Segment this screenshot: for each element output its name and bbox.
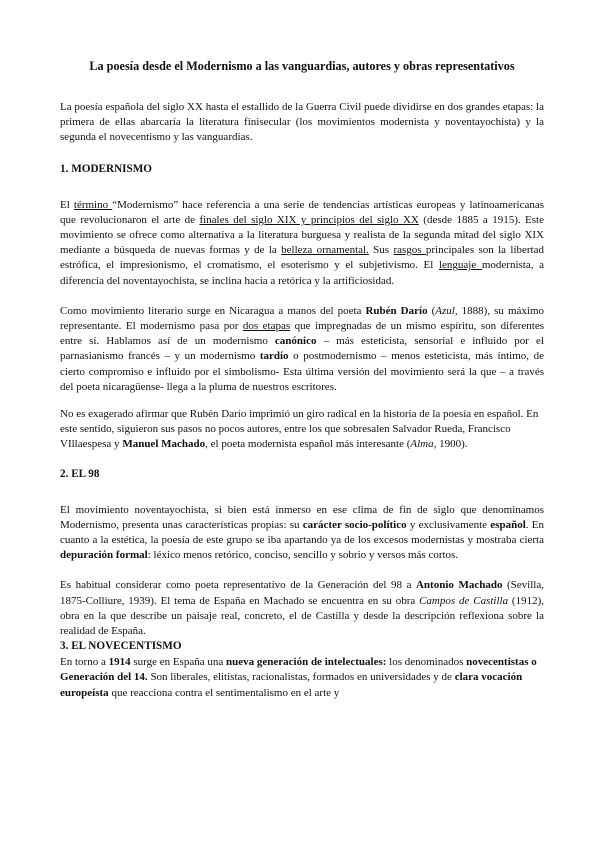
modernismo-paragraph-3: No es exagerado afirmar que Rubén Darío imprimió un giro radical en la historia de la poesía en español. En este sentido, siguieron sus pasos no pocos autores, entre los que sobresalen Salvador Rueda, Francisco VIllaespesa y Manuel Machado, el poeta modernista español más interesante (Alma, 1900). [60, 408, 539, 451]
term-tardio: tardío [259, 350, 289, 363]
link-belleza-ornamental: belleza ornamental. [281, 244, 369, 257]
author-manuel-machado: Manuel Machado [122, 438, 206, 451]
term-vocacion-europeista: clara vocación europeísta [60, 671, 523, 699]
author-ruben-dario: Rubén Darío [365, 304, 428, 317]
term-canonico: canónico [274, 335, 317, 348]
document-title: La poesía desde el Modernismo a las vanguardias, autores y obras representativos [89, 59, 515, 73]
author-antonio-machado: Antonio Machado [415, 579, 503, 592]
term-espanol: español [490, 518, 526, 531]
term-generacion-del-14: novecentistas o Generación del 14. [60, 656, 537, 684]
section-heading-modernismo: 1. MODERNISMO [60, 162, 152, 175]
year-1914: 1914 [108, 656, 131, 669]
section-heading-el-98: 2. EL 98 [60, 467, 100, 480]
intro-paragraph: La poesía española del siglo XX hasta el estallido de la Guerra Civil puede dividirse en dos grandes etapas: la primera de ellas abarcaría la literatura finisecular (los movimientos modernista y noventayochista) y la segunda el novecentismo y las vanguardias. [60, 101, 544, 144]
work-alma: Alma [410, 438, 434, 451]
term-depuracion-formal: depuración formal [60, 549, 148, 562]
el98-paragraph-2: Es habitual considerar como poeta representativo de la Generación del 98 a Antonio Machado (Sevilla, 1875-Colliure, 1939). El tema de España en Machado se encuentra en su obra Campos de Castilla (1912), obra en la que describe un paisaje real, concreto, el de Castilla y desde la descripción reflexiona sobre la realidad de España. [60, 579, 544, 638]
link-finales-siglo: finales del siglo XIX y principios del siglo XX [199, 213, 419, 226]
document-body [60, 56, 544, 701]
modernismo-paragraph-1: El término “Modernismo” hace referencia a una serie de tendencias artísticas europeas y latinoamericanas que revolucionaron el arte de finales del siglo XIX y principios del siglo XX (desde 1885 a 1915). Este movimiento se ofrece como alternativa a la literatura burguesa y realista de la segunda mitad del siglo XIX mediante a búsqueda de nuevas formas y de la belleza ornamental. Sus rasgos principales son la libertad estrófica, el impresionismo, el cromatismo, el esoterismo y el subjetivismo. El lenguaje modernista, a diferencia del noventayochista, se inclina hacia a retórica y la artificiosidad. [60, 198, 544, 287]
link-lenguaje: lenguaje [438, 259, 482, 272]
work-campos-de-castilla: Campos de Castilla [419, 594, 509, 607]
el98-paragraph-1: El movimiento noventayochista, si bien está inmerso en ese clima de fin de siglo que denominamos Modernismo, presenta unas características propias: su carácter socio-político y exclusivamente español. En cuanto a la estética, la poesía de este grupo se iba apartando ya de los excesos modernistas y mostraba cierta depuración formal: léxico menos retórico, conciso, sencillo y sobrio y versos más cortos. [60, 503, 544, 562]
link-dos-etapas: dos etapas [242, 320, 291, 333]
work-azul: Azul [435, 304, 455, 317]
term-nueva-generacion: nueva generación de intelectuales: [226, 656, 387, 669]
term-caracter-socio-politico: carácter socio-político [302, 518, 407, 531]
modernismo-paragraph-2: Como movimiento literario surge en Nicaragua a manos del poeta Rubén Darío (Azul, 1888), su máximo representante. El modernismo pasa por dos etapas que impregnadas de un mismo espíritu, son diferentes entre sí. Hablamos así de un modernismo canónico – más esteticista, sensorial e influido por el parnasianismo francés – y un modernismo tardío o postmodernismo – menos esteticista, más íntimo, de cierto compromiso e influido por el simbolismo- Esta última versión del movimiento será la que – a través del poeta nicaragüense- llega a la pluma de nuestros escritores. [60, 304, 545, 393]
link-rasgos: rasgos [393, 244, 426, 257]
link-termino: término [73, 198, 113, 211]
section-heading-novecentismo: 3. EL NOVECENTISMO [60, 640, 182, 653]
novecentismo-paragraph-1: En torno a 1914 surge en España una nueva generación de intelectuales: los denominados novecentistas o Generación del 14. Son liberales, elitistas, racionalistas, formados en universidades y de clara vocación europeísta que reacciona contra el sentimentalismo en el arte y [60, 656, 537, 699]
